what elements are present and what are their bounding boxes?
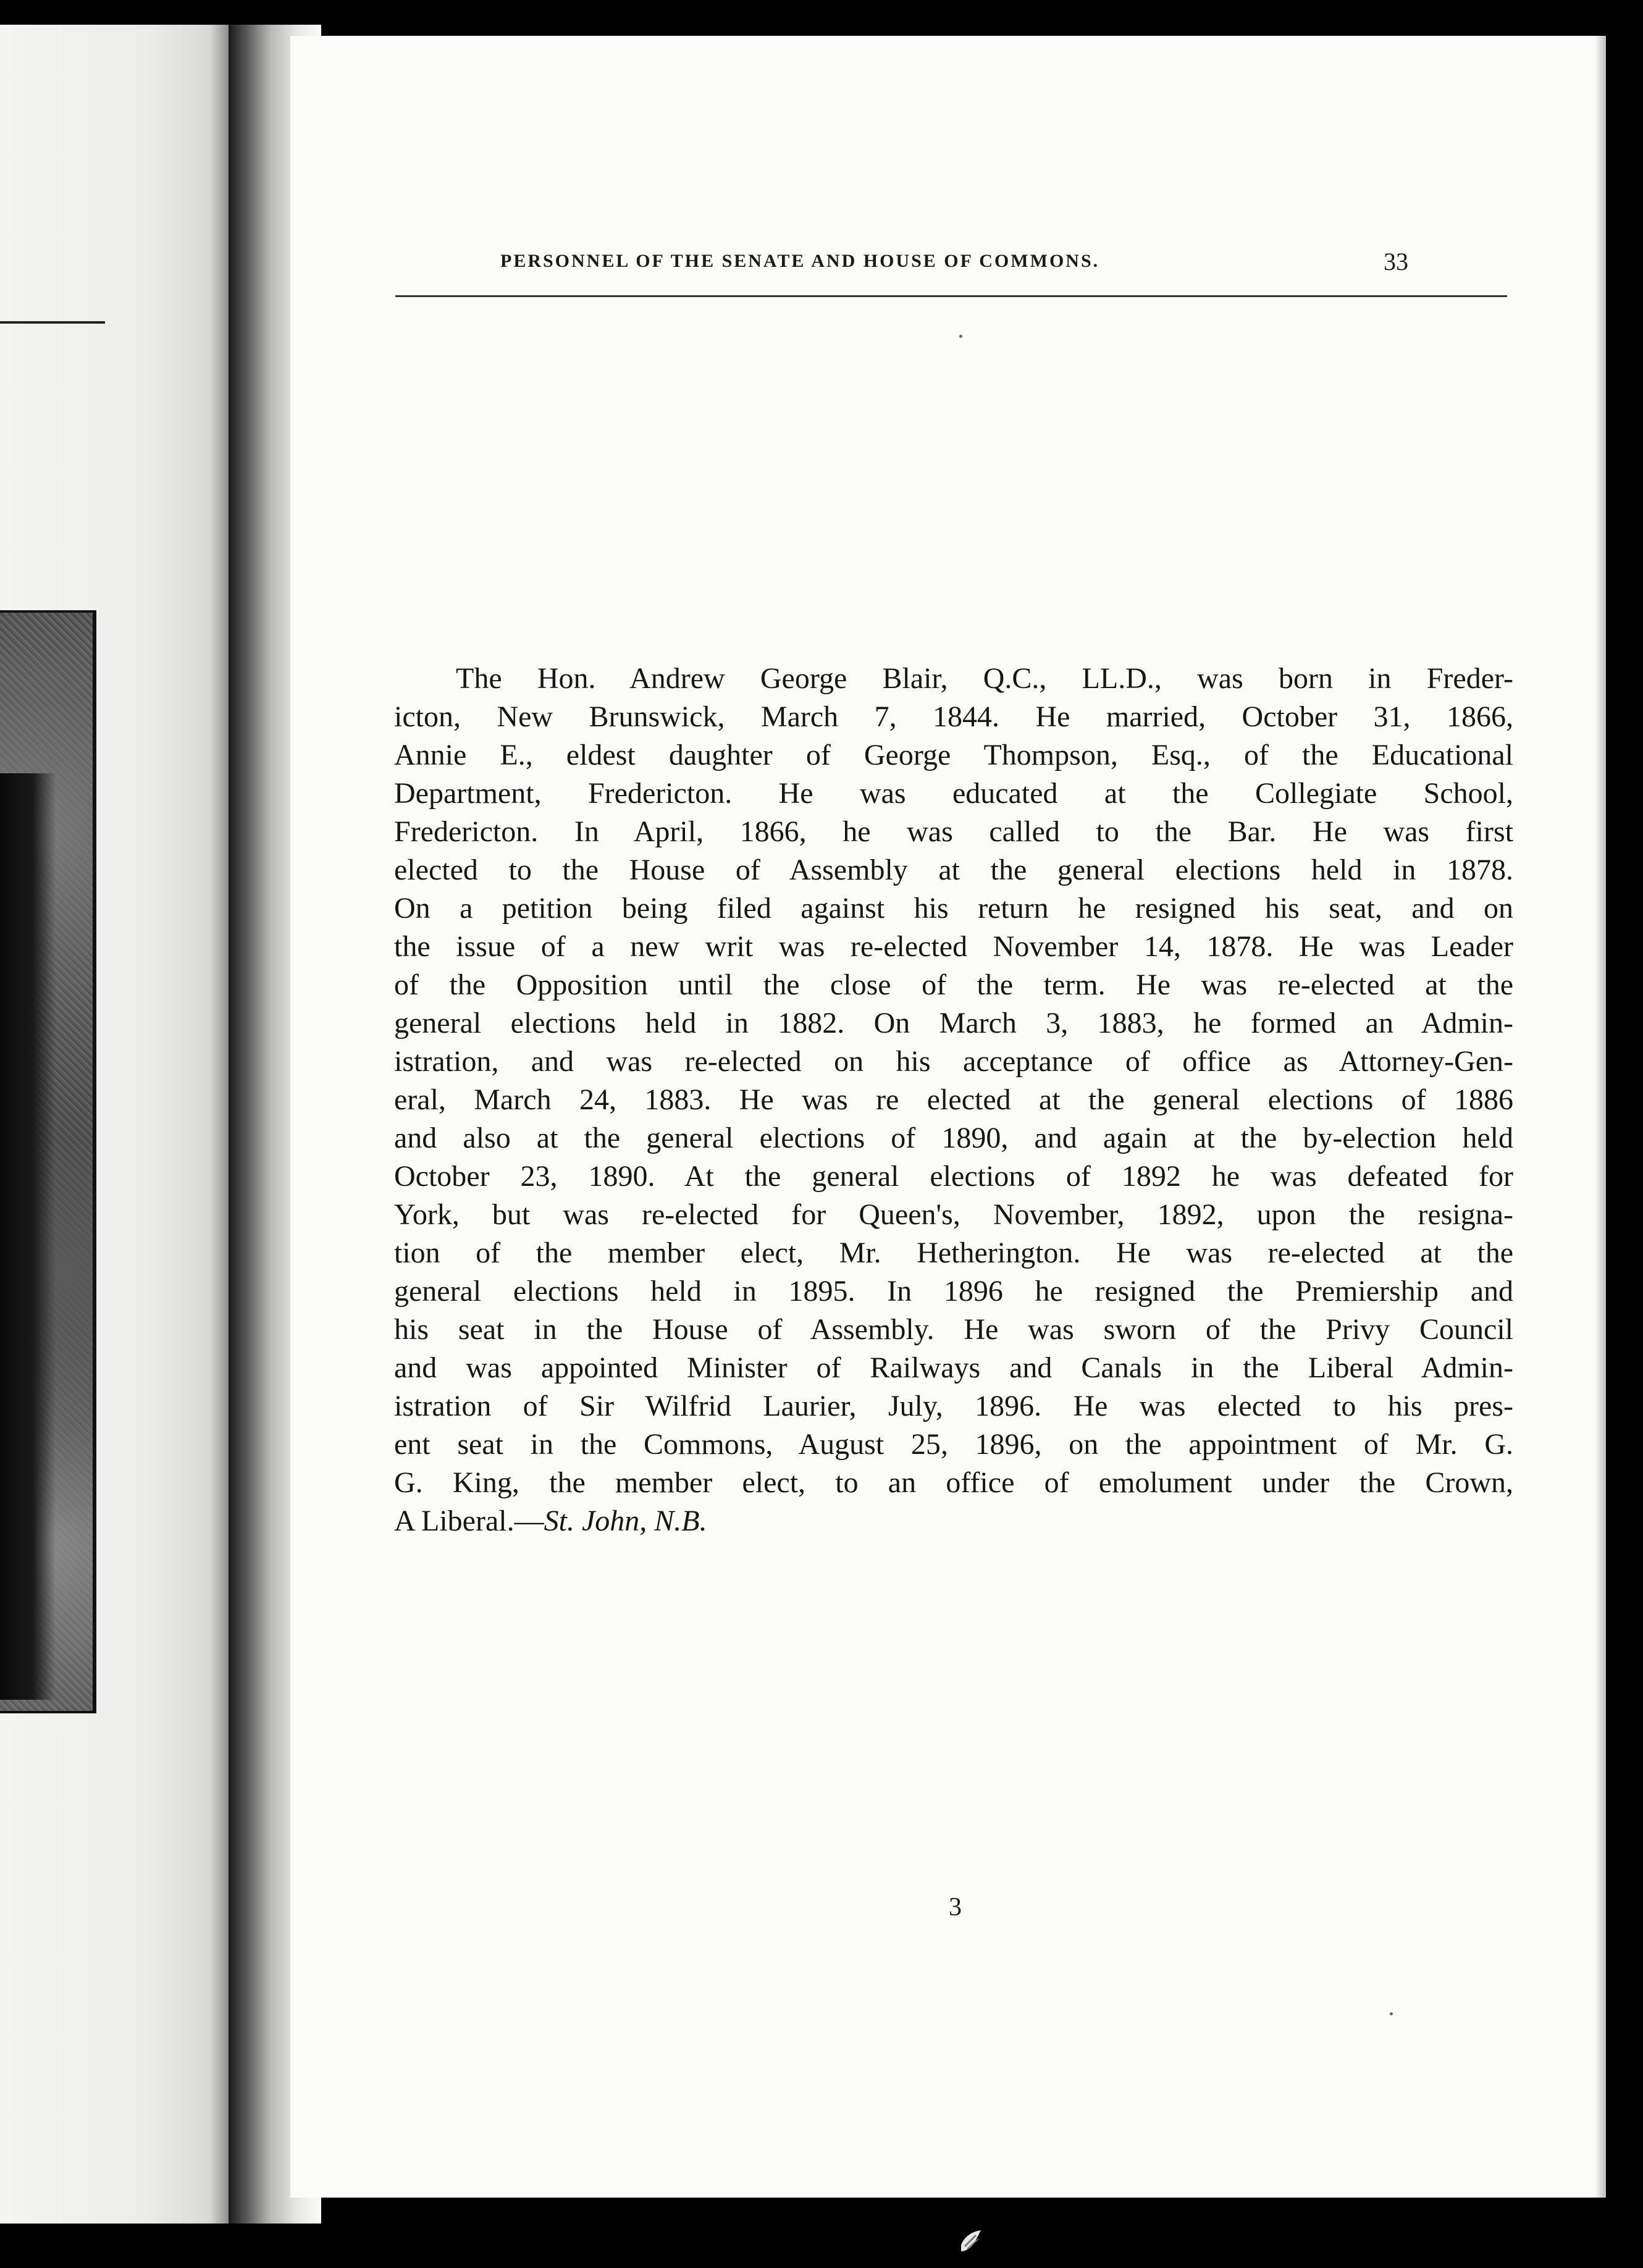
- biography-paragraph: [394, 660, 1513, 1540]
- paragraph-line: elected to the House of Assembly at the general elections held in 1878.: [394, 854, 1513, 886]
- running-head: [500, 251, 1612, 272]
- paragraph-line: his seat in the House of Assembly. He was sworn of the Privy Council: [394, 1313, 1513, 1346]
- paragraph-line: and was appointed Minister of Railways and Canals in the Liberal Admin-: [394, 1351, 1513, 1384]
- paragraph-line: The Hon. Andrew George Blair, Q.C., LL.D., was born in Freder-: [456, 662, 1513, 695]
- paragraph-line: of the Opposition until the close of the term. He was re-elected at the: [394, 968, 1513, 1001]
- header-rule: [395, 295, 1507, 297]
- paragraph-line: On a petition being filed against his return he resigned his seat, and on: [394, 892, 1513, 925]
- dust-speck: [959, 335, 962, 338]
- book-page: [290, 36, 1606, 2198]
- paragraph-line: Fredericton. In April, 1866, he was called to the Bar. He was first: [394, 815, 1513, 848]
- paragraph-line: general elections held in 1882. On March 3, 1883, he formed an Admin-: [394, 1007, 1513, 1040]
- paragraph-line: icton, New Brunswick, March 7, 1844. He married, October 31, 1866,: [394, 700, 1513, 733]
- facing-page: [0, 25, 247, 2224]
- paragraph-line: ent seat in the Commons, August 25, 1896, on the appointment of Mr. G.: [394, 1428, 1513, 1461]
- paragraph-line: Department, Fredericton. He was educated at the Collegiate School,: [394, 777, 1513, 810]
- paragraph-line: istration of Sir Wilfrid Laurier, July, 1896. He was elected to his pres-: [394, 1390, 1513, 1422]
- dust-speck: [1390, 2012, 1393, 2015]
- running-head-title: PERSONNEL OF THE SENATE AND HOUSE OF COMMONS.: [500, 251, 1100, 271]
- paragraph-line: Annie E., eldest daughter of George Thompson, Esq., of the Educational: [394, 739, 1513, 771]
- page-edge-shadow: [1595, 36, 1606, 2198]
- paragraph-line: G. King, the member elect, to an office of emolument under the Crown,: [394, 1466, 1513, 1499]
- signature-mark: 3: [949, 1893, 962, 1922]
- paragraph-line: tion of the member elect, Mr. Hetherington. He was re-elected at the: [394, 1237, 1513, 1269]
- party-affiliation: A Liberal.—: [394, 1505, 544, 1537]
- constituency: St. John, N.B.: [544, 1505, 707, 1537]
- facing-page-rule: [0, 321, 105, 324]
- paragraph-line: October 23, 1890. At the general elections of 1892 he was defeated for: [394, 1160, 1513, 1193]
- paragraph-line: the issue of a new writ was re-elected November 14, 1878. He was Leader: [394, 930, 1513, 963]
- page-number: 33: [1384, 248, 1408, 275]
- paragraph-line: istration, and was re-elected on his acceptance of office as Attorney-Gen-: [394, 1045, 1513, 1078]
- portrait-shadow: [0, 773, 56, 1700]
- portrait-photograph: [0, 610, 96, 1713]
- paragraph-line: and also at the general elections of 1890, and again at the by-election held: [394, 1122, 1513, 1154]
- scan-artifact-icon: [957, 2227, 986, 2255]
- paragraph-line: York, but was re-elected for Queen's, November, 1892, upon the resigna-: [394, 1198, 1513, 1231]
- paragraph-closing-line: [394, 1502, 1513, 1540]
- paragraph-line: eral, March 24, 1883. He was re elected at the general elections of 1886: [394, 1083, 1513, 1116]
- paragraph-line: general elections held in 1895. In 1896 he resigned the Premiership and: [394, 1275, 1513, 1308]
